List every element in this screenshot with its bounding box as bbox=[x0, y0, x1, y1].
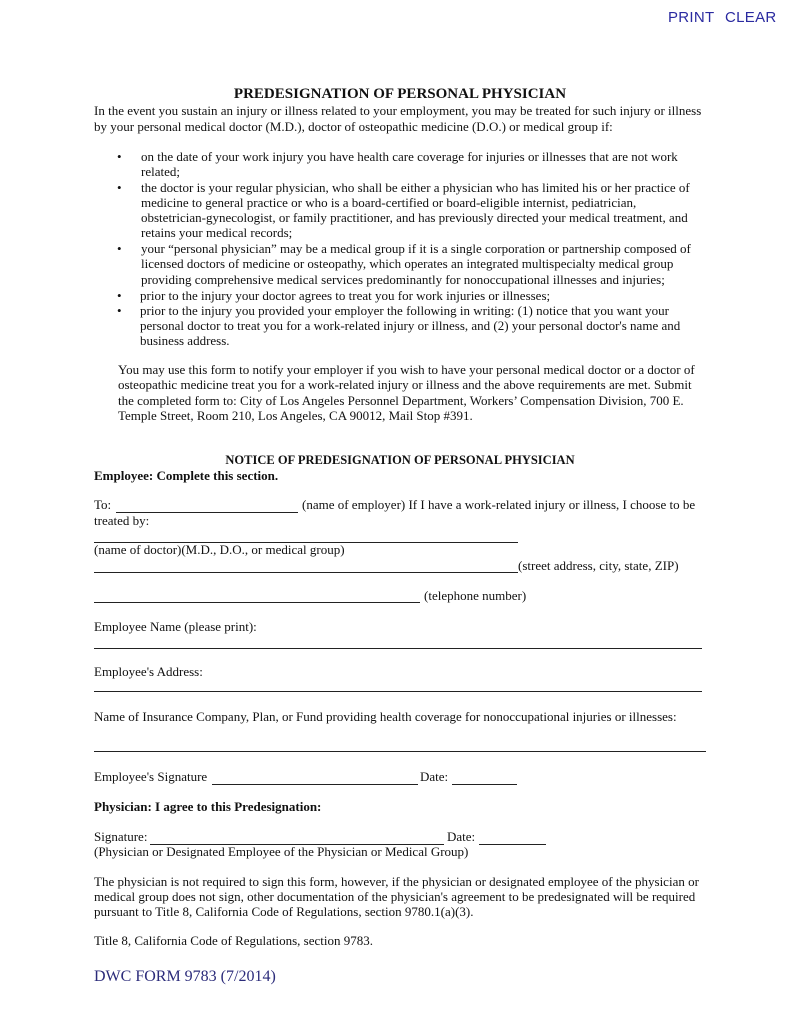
bullet-item-line: medicine to general practice or who is a board-certified or board-eligible internist, pediatrician, bbox=[141, 195, 637, 210]
disclaimer-line: The physician is not required to sign this form, however, if the physician or designated employee of the physician or bbox=[94, 874, 699, 889]
bullet-item-line: related; bbox=[141, 164, 180, 179]
clear-button[interactable]: CLEAR bbox=[725, 9, 777, 26]
insurance-field[interactable] bbox=[94, 737, 706, 752]
employee-signature-label: Employee's Signature bbox=[94, 769, 208, 784]
physician-signature-field[interactable] bbox=[150, 830, 444, 845]
employee-address-label: Employee's Address: bbox=[94, 664, 203, 679]
intro-line: by your personal medical doctor (M.D.), doctor of osteopathic medicine (D.O.) or medical group if: bbox=[94, 119, 613, 134]
employee-date-field[interactable] bbox=[452, 770, 517, 785]
notify-line: Temple Street, Room 210, Los Angeles, CA 90012, Mail Stop #391. bbox=[118, 408, 473, 423]
employee-name-field[interactable] bbox=[94, 634, 702, 649]
bullet-item-line: licensed doctors of medicine or osteopathy, which operates an integrated multispecialty medical group bbox=[141, 256, 674, 271]
bullet-item-line: providing comprehensive medical services predominantly for nonoccupational illnesses and injuries; bbox=[141, 272, 665, 287]
form-id: DWC FORM 9783 (7/2014) bbox=[94, 968, 276, 985]
bullet-item-line: the doctor is your regular physician, who shall be either a physician who has limited his or her practice of bbox=[141, 180, 690, 195]
bullet-icon: • bbox=[117, 241, 122, 256]
notify-line: You may use this form to notify your employer if you wish to have your personal medical doctor or a doctor of bbox=[118, 362, 695, 377]
bullet-item-line: business address. bbox=[140, 333, 230, 348]
physician-date-label: Date: bbox=[447, 829, 476, 844]
bullet-item-line: your “personal physician” may be a medical group if it is a single corporation or partnership composed of bbox=[141, 241, 691, 256]
doctor-address-field[interactable] bbox=[94, 558, 518, 573]
physician-signature-label: Signature: bbox=[94, 829, 148, 844]
bullet-item-line: retains your medical records; bbox=[141, 225, 293, 240]
employee-signature-field[interactable] bbox=[212, 770, 418, 785]
bullet-item-line: personal doctor to treat you for a work-related injury or illness, and (2) your personal doctor's name and bbox=[140, 318, 681, 333]
print-button[interactable]: PRINT bbox=[668, 9, 715, 26]
notice-title: NOTICE OF PREDESIGNATION OF PERSONAL PHYSICIAN bbox=[225, 453, 575, 467]
notify-line: the completed form to: City of Los Angeles Personnel Department, Workers’ Compensation Division, 700 E. bbox=[118, 393, 684, 408]
phone-label: (telephone number) bbox=[424, 588, 527, 603]
doctor-phone-field[interactable] bbox=[94, 588, 420, 603]
employer-label: (name of employer) If I have a work-related injury or illness, I choose to be bbox=[302, 497, 696, 512]
bullet-item-line: on the date of your work injury you have health care coverage for injuries or illnesses that are not work bbox=[141, 149, 678, 164]
bullet-icon: • bbox=[117, 149, 122, 164]
employee-heading: Employee: Complete this section. bbox=[94, 468, 279, 483]
bullet-icon: • bbox=[117, 288, 122, 303]
doctor-label: (name of doctor)(M.D., D.O., or medical group) bbox=[94, 542, 345, 557]
insurance-label: Name of Insurance Company, Plan, or Fund providing health coverage for nonoccupational injuries or illnesses: bbox=[94, 709, 677, 724]
bullet-item-line: prior to the injury your doctor agrees to treat you for work injuries or illnesses; bbox=[140, 288, 551, 303]
doctor-name-field[interactable] bbox=[94, 528, 518, 543]
disclaimer-line: medical group does not sign, other documentation of the physician's agreement to be predesignated will be required bbox=[94, 889, 696, 904]
notify-line: osteopathic medicine treat you for a work-related injury or illness and the above requirements are met. Submit bbox=[118, 377, 692, 392]
physician-heading: Physician: I agree to this Predesignation: bbox=[94, 799, 322, 814]
employee-date-label: Date: bbox=[420, 769, 449, 784]
bullet-item-line: prior to the injury you provided your employer the following in writing: (1) notice that you want your bbox=[140, 303, 669, 318]
page-title: PREDESIGNATION OF PERSONAL PHYSICIAN bbox=[233, 86, 567, 102]
disclaimer-line: pursuant to Title 8, California Code of Regulations, section 9780.1(a)(3). bbox=[94, 904, 474, 919]
employee-name-label: Employee Name (please print): bbox=[94, 619, 257, 634]
treated-by-label: treated by: bbox=[94, 513, 150, 528]
bullet-icon: • bbox=[117, 303, 122, 318]
employer-name-field[interactable] bbox=[116, 498, 298, 513]
to-label: To: bbox=[94, 497, 112, 512]
bullet-icon: • bbox=[117, 180, 122, 195]
bullet-item-line: obstetrician-gynecologist, or family practitioner, and has previously directed your medical treatment, and bbox=[141, 210, 688, 225]
intro-line: In the event you sustain an injury or illness related to your employment, you may be treated for such injury or illness bbox=[94, 103, 702, 118]
physician-date-field[interactable] bbox=[479, 830, 546, 845]
signer-note: (Physician or Designated Employee of the Physician or Medical Group) bbox=[94, 844, 469, 859]
employee-address-field[interactable] bbox=[94, 677, 702, 692]
address-label: (street address, city, state, ZIP) bbox=[518, 558, 679, 573]
regulation-citation: Title 8, California Code of Regulations, section 9783. bbox=[94, 933, 373, 948]
